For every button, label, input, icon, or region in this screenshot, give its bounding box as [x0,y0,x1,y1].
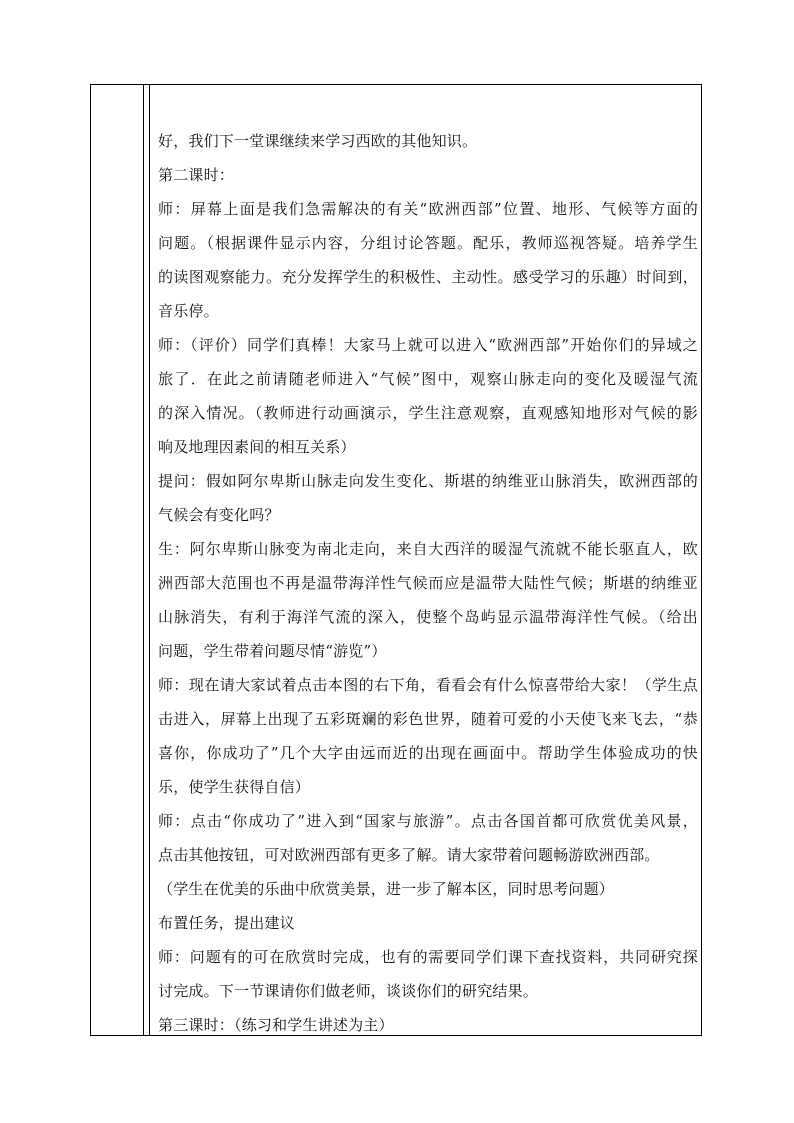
text-line: 旅了．在此之前请随老师进入“气候”图中，观察山脉走向的变化及暖湿气流 [158,370,698,388]
text-line: 的读图观察能力。充分发挥学生的积极性、主动性。感受学习的乐趣）时间到， [158,268,698,286]
text-line: 响及地理因素间的相互关系） [158,438,356,456]
column-divider-right [149,84,150,1036]
text-line: 生：阿尔卑斯山脉变为南北走向，来自大西洋的暖湿气流就不能长驱直人，欧 [158,540,698,558]
text-line: 的深入情况。（教师进行动画演示，学生注意观察，直观感知地形对气候的影 [158,404,698,422]
text-line: 师：问题有的可在欣赏时完成，也有的需要同学们课下查找资料，共同研究探 [158,948,698,966]
text-line: 布置任务，提出建议 [158,914,295,932]
text-line: 第三课时：（练习和学生讲述为主） [158,1016,394,1034]
text-line: 问题。（根据课件显示内容，分组讨论答题。配乐，教师巡视答疑。培养学生 [158,234,698,252]
text-line: 师：点击“你成功了”进入到“国家与旅游”。点击各国首都可欣赏优美风景， [158,812,698,830]
text-line: 击进入，屏幕上出现了五彩斑斓的彩色世界，随着可爱的小天使飞来飞去，“恭 [158,710,698,728]
text-line: 洲西部大范围也不再是温带海洋性气候而应是温带大陆性气候；斯堪的纳维亚 [158,574,698,592]
text-line: 师：屏幕上面是我们急需解决的有关“欧洲西部”位置、地形、气候等方面的 [158,200,698,218]
text-line: 提问：假如阿尔卑斯山脉走向发生变化、斯堪的纳维亚山脉消失，欧洲西部的 [158,472,698,490]
text-line: 点击其他按钮，可对欧洲西部有更多了解。请大家带着问题畅游欧洲西部。 [158,846,660,864]
text-line: 山脉消失，有利于海洋气流的深入，使整个岛屿显示温带海洋性气候。（给出 [158,608,698,626]
text-line: 师：（评价）同学们真棒！大家马上就可以进入“欧洲西部”开始你们的异域之 [158,336,698,354]
text-line: 第二课时： [158,166,235,184]
text-line: 好，我们下一堂课继续来学习西欧的其他知识。 [158,132,478,150]
text-line: 讨完成。下一节课请你们做老师，谈谈你们的研究结果。 [158,982,539,1000]
text-line: 乐，使学生获得自信） [158,778,311,796]
text-line: 喜你，你成功了”几个大字由远而近的出现在画面中。帮助学生体验成功的快 [158,744,698,762]
text-line: 音乐停。 [158,302,219,320]
column-divider-left [143,84,144,1036]
lesson-text-cell [158,124,698,1042]
text-line: 师：现在请大家试着点击本图的右下角，看看会有什么惊喜带给大家！（学生点 [158,676,698,694]
text-line: 问题，学生带着问题尽情“游览”） [158,642,387,660]
text-line: （学生在优美的乐曲中欣赏美景，进一步了解本区，同时思考问题） [158,880,615,898]
text-line: 气候会有变化吗？ [158,506,280,524]
